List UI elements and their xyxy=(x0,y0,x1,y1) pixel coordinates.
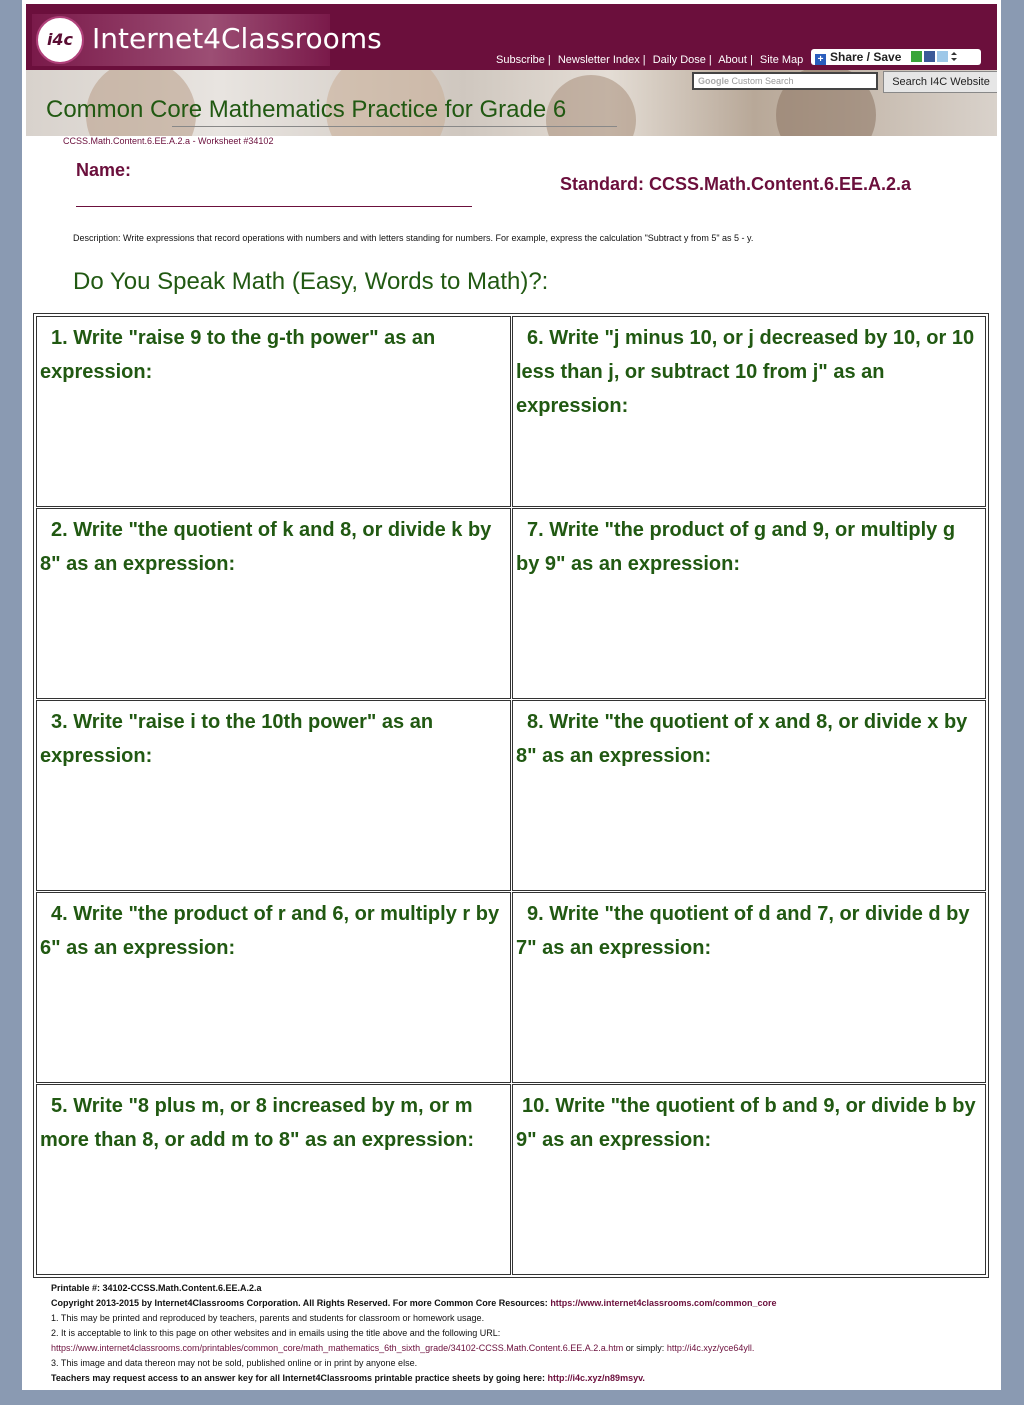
usage-note-3: 3. This image and data thereon may not be sold, published online or in print by anyone else. xyxy=(51,1358,418,1368)
logo-badge: i4c xyxy=(36,16,84,64)
common-core-link[interactable]: https://www.internet4classrooms.com/common_core xyxy=(550,1298,777,1308)
question-text: Write "8 plus m, or 8 increased by m, or m more than 8, or add m to 8" as an expression: xyxy=(40,1095,475,1151)
question-number: 8. xyxy=(527,711,544,733)
twitter-icon[interactable] xyxy=(937,51,948,62)
site-logo[interactable] xyxy=(32,14,382,66)
question-number: 3. xyxy=(51,711,68,733)
nav-about[interactable]: About xyxy=(718,54,747,66)
question-text: Write "the quotient of k and 8, or divide k by 8" as an expression: xyxy=(40,519,492,575)
answer-key-text: Teachers may request access to an answer key for all Internet4Classrooms printable practice sheets by going here: xyxy=(51,1373,546,1383)
nav-subscribe[interactable]: Subscribe xyxy=(496,54,545,66)
or-simply-text: or simply: xyxy=(625,1343,665,1353)
answer-key-link[interactable]: http://i4c.xyz/n89msyv. xyxy=(547,1373,645,1383)
question-text: Write "j minus 10, or j decreased by 10, or 10 less than j, or subtract 10 from j" as an expression: xyxy=(516,327,975,417)
nav-separator: | xyxy=(547,54,551,66)
question-text: Write "raise i to the 10th power" as an expression: xyxy=(40,711,434,767)
question-cell xyxy=(36,700,511,891)
nav-separator: | xyxy=(642,54,646,66)
question-cell xyxy=(36,892,511,1083)
question-number: 10. xyxy=(522,1095,550,1117)
google-logo: Google xyxy=(698,76,729,86)
copyright: Copyright 2013-2015 by Internet4Classrooms Corporation. All Rights Reserved. For more Common Core Resources: xyxy=(51,1298,548,1308)
question-number: 6. xyxy=(527,327,544,349)
usage-note-2: 2. It is acceptable to link to this page on other websites and in emails using the title above and the following URL: xyxy=(51,1328,501,1338)
header-banner xyxy=(26,70,997,136)
site-header xyxy=(26,4,997,70)
question-cell xyxy=(512,892,986,1083)
question-cell xyxy=(36,508,511,699)
search-input[interactable] xyxy=(692,72,878,90)
facebook-icon[interactable] xyxy=(924,51,935,62)
usage-note-1: 1. This may be printed and reproduced by teachers, parents and students for classroom or homework usage. xyxy=(51,1313,485,1323)
name-label: Name: xyxy=(76,160,132,180)
logo-text: Internet4Classrooms xyxy=(92,22,382,55)
question-number: 1. xyxy=(51,327,68,349)
question-text: Write "raise 9 to the g-th power" as an expression: xyxy=(40,327,436,383)
nav-site-map[interactable]: Site Map xyxy=(759,54,804,66)
nav-newsletter-index[interactable]: Newsletter Index xyxy=(557,54,640,66)
question-cell xyxy=(512,508,986,699)
standard-label: Standard: CCSS.Math.Content.6.EE.A.2.a xyxy=(560,174,912,194)
nav-separator: | xyxy=(708,54,712,66)
question-cell xyxy=(36,1084,511,1275)
plus-icon: + xyxy=(815,54,826,65)
top-nav xyxy=(496,54,803,66)
worksheet-url-link[interactable]: https://www.internet4classrooms.com/printables/common_core/math_mathematics_6th_sixth_grade/34102-CCSS.Math.Content.6.EE.A.2.a.htm xyxy=(51,1343,624,1353)
question-cell xyxy=(512,700,986,891)
share-label: Share / Save xyxy=(830,50,902,64)
question-text: Write "the quotient of d and 7, or divide d by 7" as an expression: xyxy=(516,903,970,959)
question-cell xyxy=(512,1084,986,1275)
nav-daily-dose[interactable]: Daily Dose xyxy=(652,54,706,66)
printable-number: Printable #: 34102-CCSS.Math.Content.6.EE.A.2.a xyxy=(51,1283,262,1293)
share-save-button[interactable] xyxy=(811,49,981,65)
question-number: 4. xyxy=(51,903,68,925)
email-share-icon[interactable] xyxy=(911,51,922,62)
question-number: 7. xyxy=(527,519,544,541)
question-text: Write "the quotient of b and 9, or divide b by 9" as an expression: xyxy=(516,1095,976,1151)
question-number: 2. xyxy=(51,519,68,541)
page-title: Common Core Mathematics Practice for Grade 6 xyxy=(46,96,567,123)
section-title: Do You Speak Math (Easy, Words to Math)?: xyxy=(73,268,549,295)
description: Description: Write expressions that record operations with numbers and with letters standing for numbers. For example, express the calculation "Subtract y from 5" as 5 - y. xyxy=(73,233,754,243)
footer xyxy=(51,1281,971,1386)
nav-separator: | xyxy=(749,54,753,66)
name-write-line xyxy=(76,206,472,207)
short-url-link[interactable]: http://i4c.xyz/yce64yll. xyxy=(666,1343,755,1353)
question-text: Write "the product of g and 9, or multiply g by 9" as an expression: xyxy=(516,519,956,575)
question-cell xyxy=(36,316,511,507)
title-divider xyxy=(172,126,617,127)
search-button[interactable]: Search I4C Website xyxy=(883,71,997,93)
chevron-updown-icon[interactable] xyxy=(950,50,958,61)
question-cell xyxy=(512,316,986,507)
breadcrumb: CCSS.Math.Content.6.EE.A.2.a - Worksheet #34102 xyxy=(63,136,274,146)
search-placeholder: Custom Search xyxy=(731,76,794,86)
question-text: Write "the product of r and 6, or multiply r by 6" as an expression: xyxy=(40,903,500,959)
question-text: Write "the quotient of x and 8, or divide x by 8" as an expression: xyxy=(516,711,968,767)
question-number: 5. xyxy=(51,1095,68,1117)
question-number: 9. xyxy=(527,903,544,925)
